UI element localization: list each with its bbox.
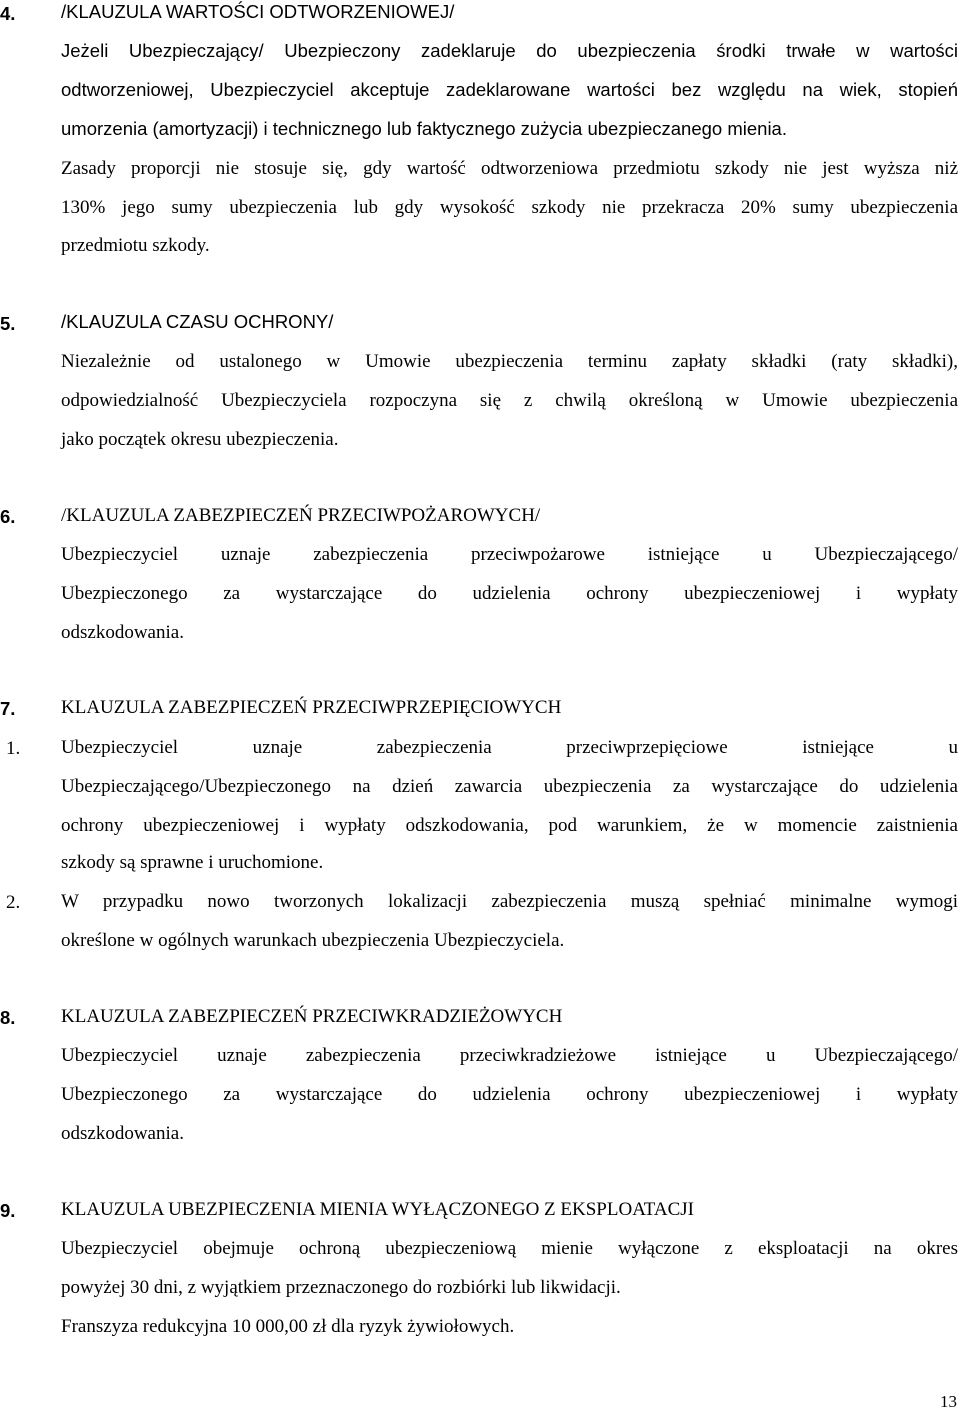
- section-5-number: 5.: [0, 313, 16, 334]
- section-7-item-2-number: 2.: [6, 892, 21, 913]
- section-5-line-1: Niezależnie od ustalonego w Umowie ubezpieczenia terminu zapłaty składki (raty składki),: [61, 351, 958, 372]
- section-4-line-1: Jeżeli Ubezpieczający/ Ubezpieczony zadeklaruje do ubezpieczenia środki trwałe w wartości: [61, 40, 958, 61]
- section-7-item-2-line-1: W przypadku nowo tworzonych lokalizacji zabezpieczenia muszą spełniać minimalne wymogi: [61, 891, 958, 912]
- section-8-title: KLAUZULA ZABEZPIECZEŃ PRZECIWKRADZIEŻOWYCH: [61, 1006, 563, 1027]
- page-number: 13: [940, 1392, 957, 1411]
- section-4-line-2: odtworzeniowej, Ubezpieczyciel akceptuje zadeklarowane wartości bez względu na wiek, stopień: [61, 79, 958, 100]
- section-9-line-2: powyżej 30 dni, z wyjątkiem przeznaczonego do rozbiórki lub likwidacji.: [61, 1277, 621, 1298]
- section-9-line-3: Franszyza redukcyjna 10 000,00 zł dla ryzyk żywiołowych.: [61, 1316, 515, 1337]
- section-7-title: KLAUZULA ZABEZPIECZEŃ PRZECIWPRZEPIĘCIOWYCH: [61, 697, 562, 718]
- section-4-line-3: umorzenia (amortyzacji) i technicznego lub faktycznego zużycia ubezpieczanego mienia.: [61, 118, 787, 139]
- section-5-line-3: jako początek okresu ubezpieczenia.: [61, 429, 339, 450]
- section-7-item-1-line-3: ochrony ubezpieczeniowej i wypłaty odszkodowania, pod warunkiem, że w momencie zaistnienia: [61, 815, 958, 836]
- section-4-line-6: przedmiotu szkody.: [61, 235, 210, 256]
- section-8-line-1: Ubezpieczyciel uznaje zabezpieczenia przeciwkradzieżowe istniejące u Ubezpieczającego/: [61, 1045, 958, 1066]
- section-4-number: 4.: [0, 3, 16, 24]
- section-4-line-5: 130% jego sumy ubezpieczenia lub gdy wysokość szkody nie przekracza 20% sumy ubezpieczenia: [61, 197, 958, 218]
- section-8-line-2: Ubezpieczonego za wystarczające do udzielenia ochrony ubezpieczeniowej i wypłaty: [61, 1084, 958, 1105]
- section-4-title: /KLAUZULA WARTOŚCI ODTWORZENIOWEJ/: [61, 1, 455, 22]
- section-9-title: KLAUZULA UBEZPIECZENIA MIENIA WYŁĄCZONEGO Z EKSPLOATACJI: [61, 1199, 695, 1220]
- section-6-line-2: Ubezpieczonego za wystarczające do udzielenia ochrony ubezpieczeniowej i wypłaty: [61, 583, 958, 604]
- section-6-line-3: odszkodowania.: [61, 622, 184, 643]
- section-5-title: /KLAUZULA CZASU OCHRONY/: [61, 311, 334, 332]
- section-7-item-1-line-4: szkody są sprawne i uruchomione.: [61, 852, 324, 873]
- section-7-item-2-line-2: określone w ogólnych warunkach ubezpieczenia Ubezpieczyciela.: [61, 930, 565, 951]
- section-4-line-4: Zasady proporcji nie stosuje się, gdy wartość odtworzeniowa przedmiotu szkody nie jest wyższa niż: [61, 158, 958, 179]
- section-6-number: 6.: [0, 506, 16, 527]
- section-6-line-1: Ubezpieczyciel uznaje zabezpieczenia przeciwpożarowe istniejące u Ubezpieczającego/: [61, 544, 958, 565]
- section-8-line-3: odszkodowania.: [61, 1123, 184, 1144]
- section-8-number: 8.: [0, 1007, 16, 1028]
- section-5-line-2: odpowiedzialność Ubezpieczyciela rozpoczyna się z chwilą określoną w Umowie ubezpieczenia: [61, 390, 958, 411]
- section-7-item-1-line-1: Ubezpieczyciel uznaje zabezpieczenia przeciwprzepięciowe istniejące u: [61, 737, 958, 758]
- section-7-item-1-line-2: Ubezpieczającego/Ubezpieczonego na dzień zawarcia ubezpieczenia za wystarczające do udzielenia: [61, 776, 958, 797]
- section-9-line-1: Ubezpieczyciel obejmuje ochroną ubezpieczeniową mienie wyłączone z eksploatacji na okres: [61, 1238, 958, 1259]
- section-7-number: 7.: [0, 698, 16, 719]
- section-6-title: /KLAUZULA ZABEZPIECZEŃ PRZECIWPOŻAROWYCH/: [61, 505, 541, 526]
- section-7-item-1-number: 1.: [6, 738, 21, 759]
- section-9-number: 9.: [0, 1200, 16, 1221]
